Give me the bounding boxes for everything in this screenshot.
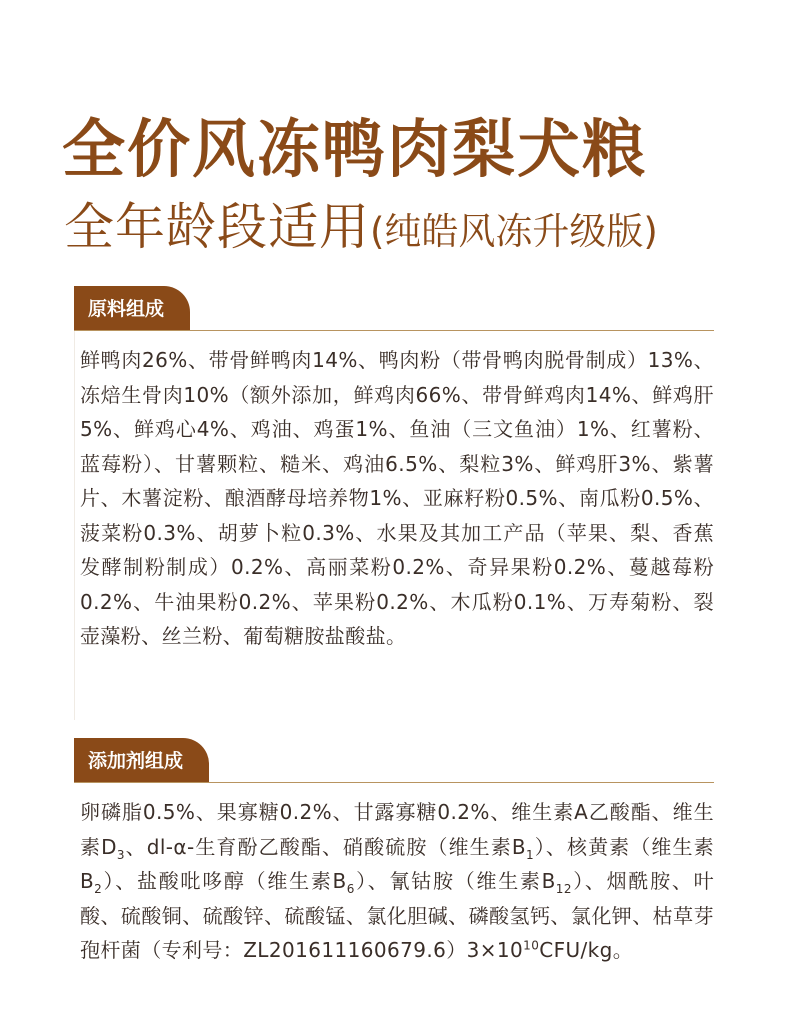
ingredients-section (74, 284, 714, 654)
additives-text-part: 、dl-α-生育酚乙酸酯、硝酸硫胺（维生素B (124, 834, 527, 859)
additives-section (74, 736, 714, 968)
subscript-b2: 2 (94, 882, 103, 896)
product-title: 全价风冻鸭肉梨犬粮 (62, 113, 647, 186)
additives-text (74, 783, 714, 968)
subscript-b6: 6 (346, 882, 355, 896)
additives-text-part: ）、盐酸吡哆醇（维生素B (102, 869, 347, 893)
subscript-b12: 12 (555, 882, 572, 896)
additives-header (74, 736, 714, 783)
additives-text-part: ）、核黄素（维生素B (80, 834, 714, 893)
additives-text-part: ）、氰钴胺（维生素B (354, 869, 556, 893)
additives-tab: 添加剂组成 (74, 738, 209, 782)
subtitle-main: 全年龄段适用 (64, 198, 370, 256)
additives-text-part: 卵磷脂0.5%、果寡糖0.2%、甘露寡糖0.2%、维生素A乙酸酯、维生素D (80, 800, 714, 859)
superscript-exponent: 10 (523, 938, 540, 953)
ingredients-text: 鲜鸭肉26%、带骨鲜鸭肉14%、鸭肉粉（带骨鸭肉脱骨制成）13%、冻焙生骨肉10%（额外添加，鲜鸡肉66%、带骨鲜鸡肉14%、鲜鸡肝5%、鲜鸡心4%、鸡油、鸡蛋1%、鱼油（三文鱼油）1%、红薯粉、蓝莓粉）、甘薯颗粒、糙米、鸡油6.5%、梨粒3%、鲜鸡肝3%、紫薯片、木薯淀粉、酿酒酵母培养物1%、亚麻籽粉0.5%、南瓜粉0.5%、菠菜粉0.3%、胡萝卜粒0.3%、水果及其加工产品（苹果、梨、香蕉发酵制粉制成）0.2%、高丽菜粉0.2%、奇异果粉0.2%、蔓越莓粉0.2%、牛油果粉0.2%、苹果粉0.2%、木瓜粉0.1%、万寿菊粉、裂壶藻粉、丝兰粉、葡萄糖胺盐酸盐。 (80, 348, 714, 648)
subtitle-edition: (纯皓风冻升级版) (370, 210, 658, 253)
subscript-b1: 1 (526, 847, 535, 862)
additives-text-part: ）、烟酰胺、叶酸、硫酸铜、硫酸锌、硫酸锰、氯化胆碱、磷酸氢钙、氯化钾、枯草芽孢杆菌（专利号：ZL201611160679.6）3×10 (80, 869, 714, 962)
ingredients-header (74, 284, 714, 331)
additives-text-part: CFU/kg。 (539, 938, 634, 962)
product-subtitle (64, 196, 658, 267)
ingredients-tab: 原料组成 (74, 286, 190, 330)
subscript-d3: 3 (116, 847, 125, 862)
